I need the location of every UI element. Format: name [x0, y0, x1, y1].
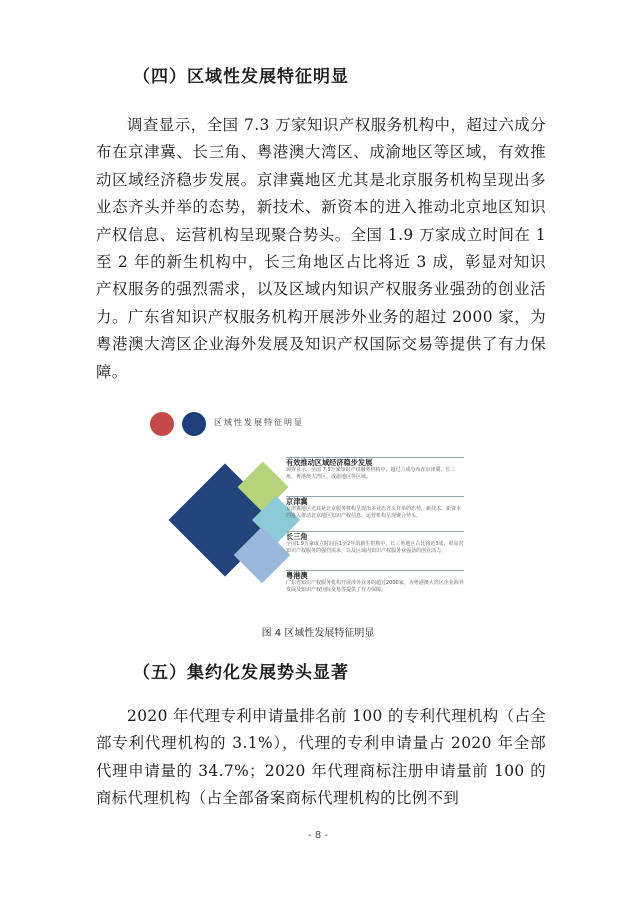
page-number: - 8 -: [308, 830, 328, 841]
figure-item: [286, 496, 464, 519]
section-heading: （四）区域性发展特征明显: [133, 67, 349, 87]
figure-item-desc: 调查显示，全国 7.3万家知识产权服务机构中，超过六成分布在京津冀、长三角、粤港澳大湾区、成渝地区等区域。: [286, 467, 456, 480]
figure-item: [286, 457, 464, 480]
figure-item: [286, 531, 464, 554]
figure-item-title: 有效推动区域经济稳步发展: [286, 458, 373, 467]
section-heading: （五）集约化发展势头显著: [133, 663, 349, 683]
blue-circle-decoration: [182, 412, 206, 436]
figure-item-title: 粤港澳: [286, 571, 308, 580]
figure-item-desc: 全国1.9万家成立时间在1至2年的新生机构中，长三角地区占比将近3成，彰显对知识产权服务的强烈需求，以及区域内知识产权服务业强劲的创业活力。: [286, 541, 464, 554]
figure-item-desc: 广东省知识产权服务机构开展涉外业务的超过2000家，为粤港澳大湾区企业海外发展及知识产权国际交易等提供了有力保障。: [286, 580, 464, 593]
body-paragraph: 调查显示，全国 7.3 万家知识产权服务机构中，超过六成分布在京津冀、长三角、粤港澳大湾区、成渝地区等区域，有效推动区域经济稳步发展。京津冀地区尤其是北京服务机构呈现出多业态齐头并举的态势，新技术、新资本的进入推动北京地区知识产权信息、运营机构呈现聚合势头。全国 1.9 万家成立时间在 1 至 2 年的新生机构中，长三角地区占比将近 3 成，彰显对知识产权服务的强烈需求，以及区域内知识产权服务业强劲的创业活力。广东省知识产权服务机构开展涉外业务的超过 2000 家，为粤港澳大湾区企业海外发展及知识产权国际交易等提供了有力保障。: [96, 116, 546, 381]
figure-item-desc: 京津冀地区尤其是北京服务机构呈现出多业态齐头并举的态势，新技术、新资本的进入推动北京地区知识产权信息、运营机构呈现聚合势头。: [286, 506, 462, 519]
figure-item-title: 京津冀: [286, 497, 308, 506]
figure-item-title: 长三角: [286, 532, 308, 541]
figure-caption: 图 4 区域性发展特征明显: [261, 628, 375, 639]
figure-region-development: [150, 410, 480, 615]
figure-header: 区域性发展特征明显: [214, 418, 304, 427]
figure-item: [286, 570, 464, 593]
red-circle-decoration: [150, 412, 174, 436]
body-paragraph: 2020 年代理专利申请量排名前 100 的专利代理机构（占全部专利代理机构的 3.1%），代理的专利申请量占 2020 年全部代理申请量的 34.7%；2020 年代理商标注册申请量前 100 的商标代理机构（占全部备案商标代理机构的比例不到: [96, 707, 546, 808]
